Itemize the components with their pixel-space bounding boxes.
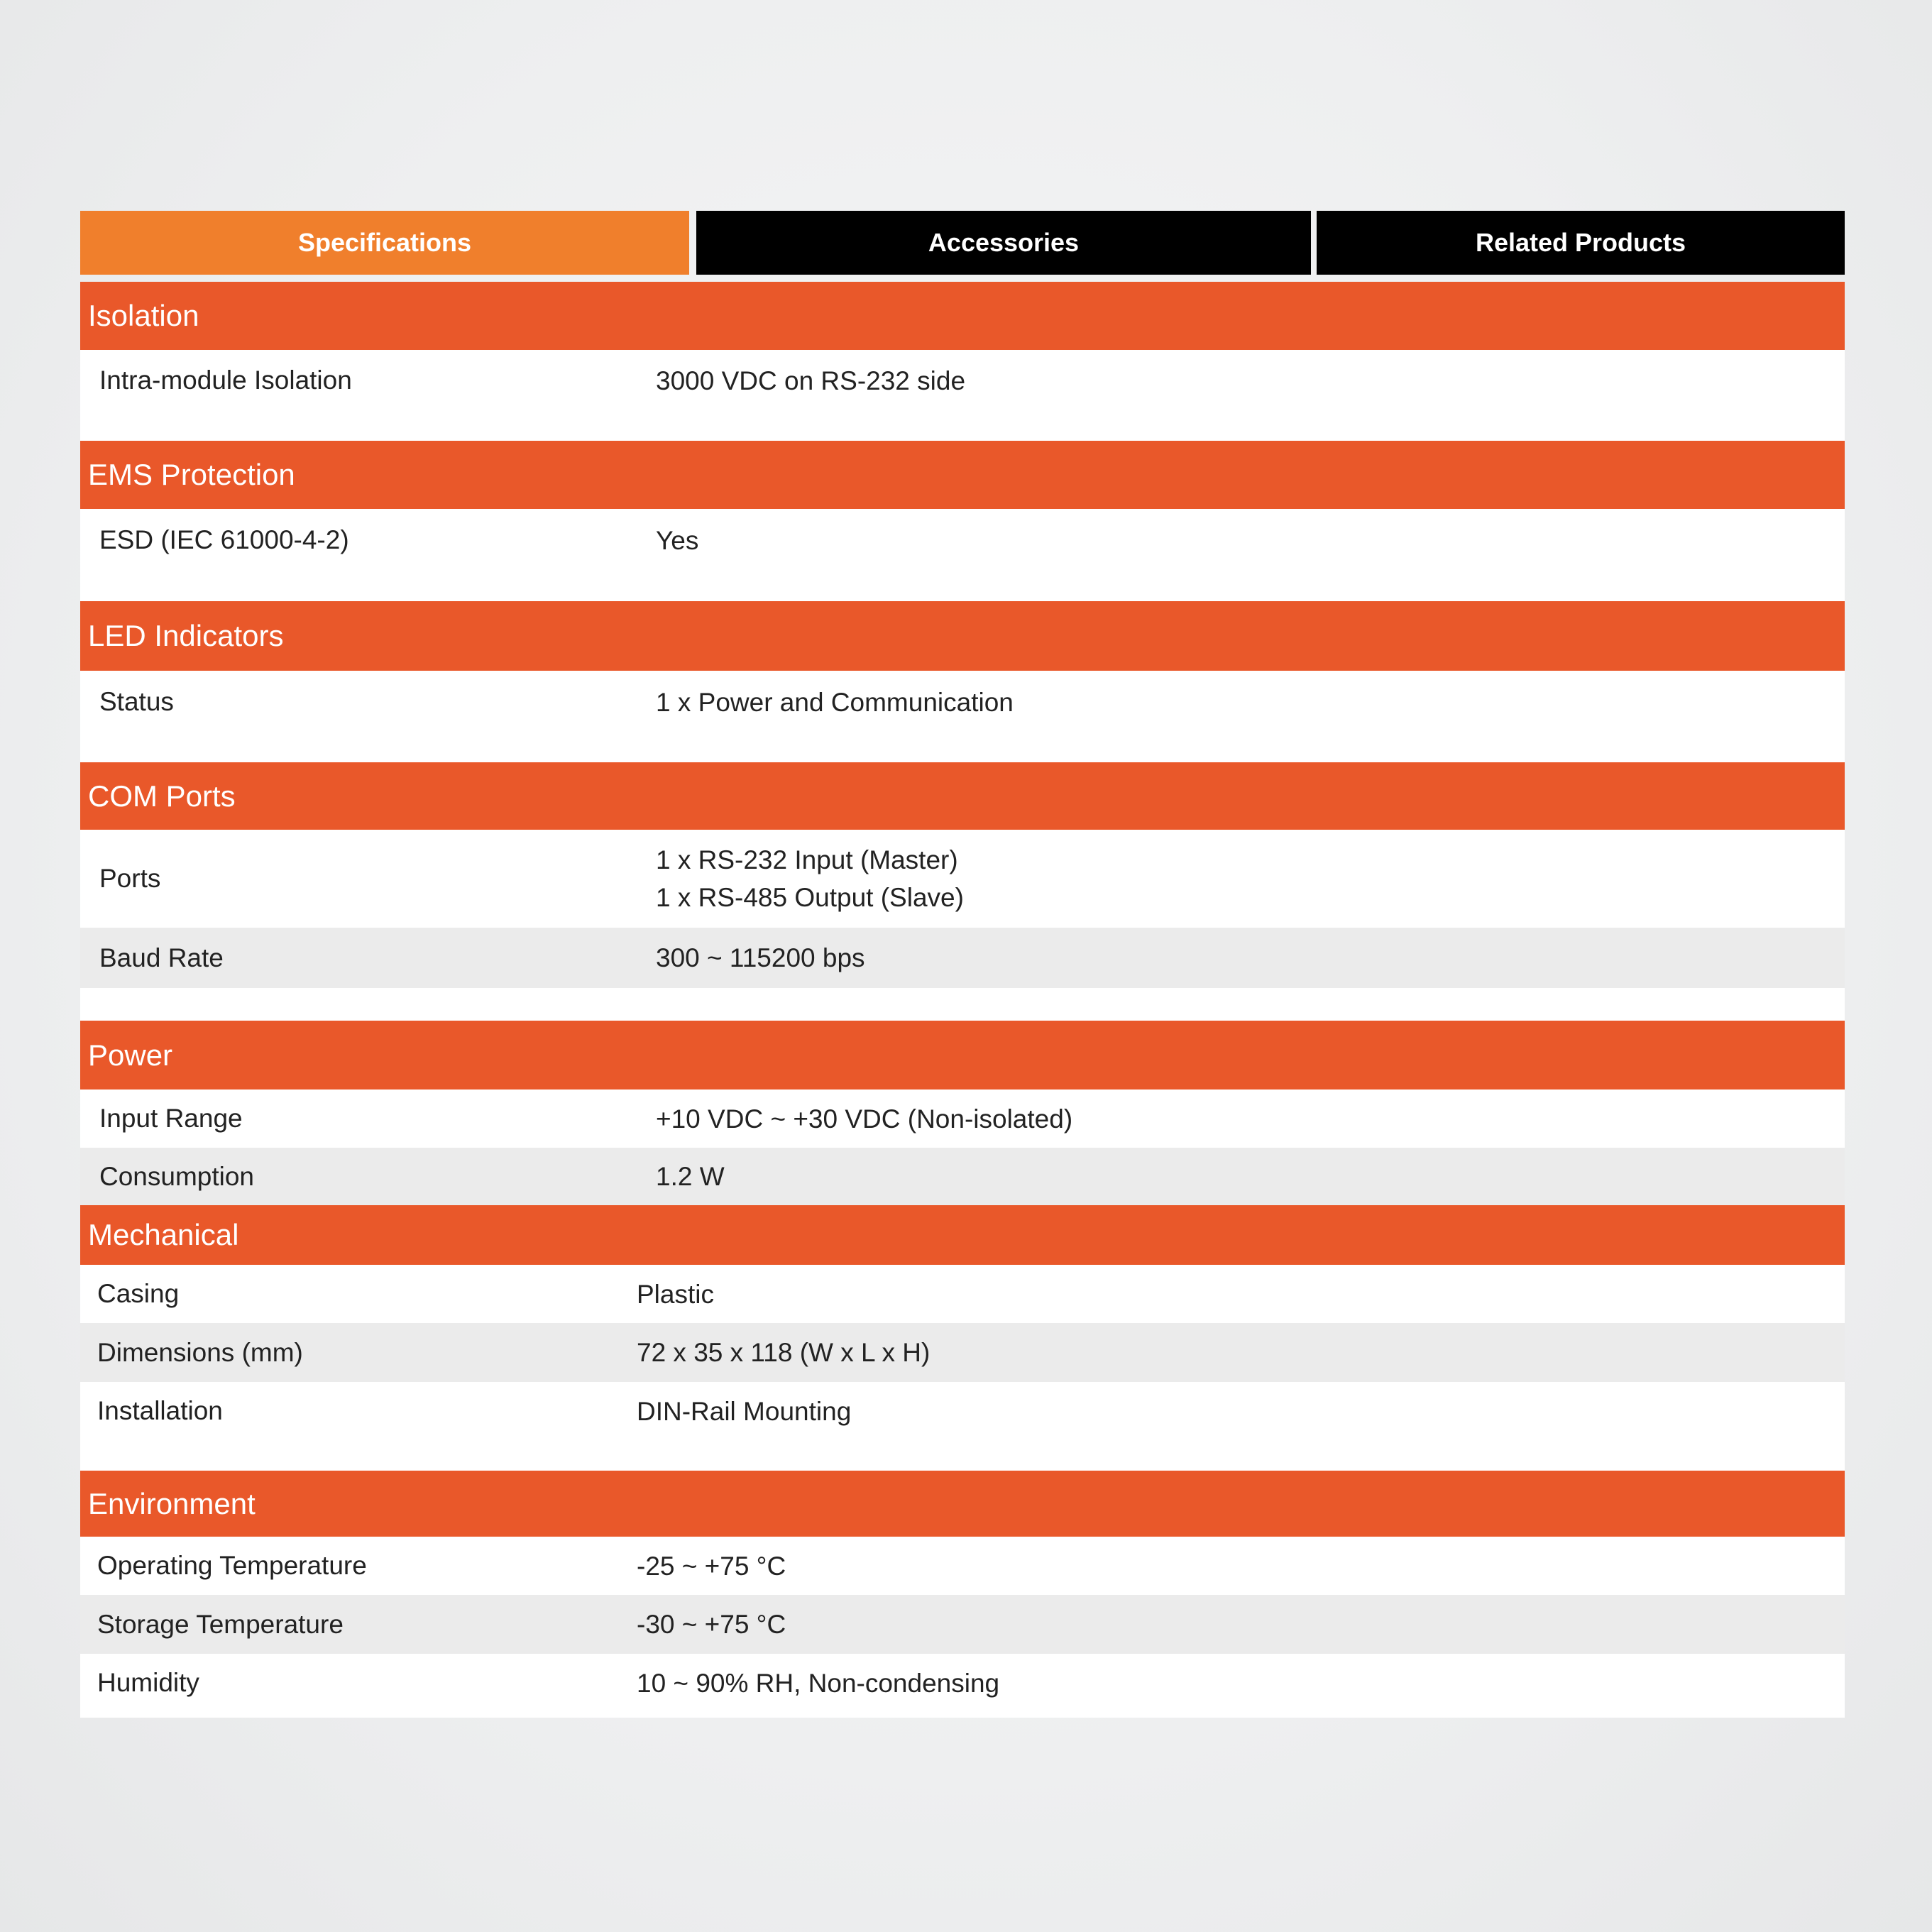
table-row — [80, 1148, 1845, 1205]
table-row — [80, 509, 1845, 601]
row-label: Ports — [99, 864, 161, 893]
row-label: Casing — [97, 1279, 180, 1308]
spec-tabs — [80, 211, 1845, 275]
section-header-led-indicators: LED Indicators — [80, 601, 1845, 671]
row-value-line: 1 x RS-485 Output (Slave) — [656, 883, 964, 912]
section-header-ems-protection: EMS Protection — [80, 441, 1845, 509]
section-header-com-ports: COM Ports — [80, 762, 1845, 830]
tab-related-products[interactable]: Related Products — [1317, 211, 1845, 275]
row-label: Humidity — [97, 1668, 199, 1697]
row-value: -25 ~ +75 °C — [637, 1551, 786, 1581]
tab-accessories[interactable]: Accessories — [696, 211, 1311, 275]
table-row — [80, 1595, 1845, 1654]
row-spacer — [80, 988, 1845, 1021]
table-row — [80, 1265, 1845, 1323]
tab-specifications[interactable]: Specifications — [80, 211, 689, 275]
row-value: -30 ~ +75 °C — [637, 1610, 786, 1639]
table-row — [80, 350, 1845, 441]
row-label: Status — [99, 687, 174, 716]
row-value-line: 1 x RS-232 Input (Master) — [656, 845, 958, 874]
row-value: 1 x Power and Communication — [656, 687, 1014, 717]
row-value: 3000 VDC on RS-232 side — [656, 366, 966, 395]
row-value: DIN-Rail Mounting — [637, 1396, 852, 1426]
row-label: Intra-module Isolation — [99, 366, 352, 395]
row-label: Input Range — [99, 1104, 243, 1133]
table-row — [80, 1654, 1845, 1718]
row-label: Consumption — [99, 1161, 255, 1191]
table-row — [80, 928, 1845, 988]
row-label: ESD (IEC 61000-4-2) — [99, 525, 349, 554]
section-header-isolation: Isolation — [80, 282, 1845, 350]
table-row — [80, 830, 1845, 928]
row-label: Storage Temperature — [97, 1609, 344, 1639]
row-value: 1.2 W — [656, 1162, 725, 1191]
row-label: Baud Rate — [99, 943, 224, 972]
table-row — [80, 1090, 1845, 1148]
row-value: Yes — [656, 525, 699, 555]
row-label: Operating Temperature — [97, 1551, 367, 1580]
section-header-environment: Environment — [80, 1471, 1845, 1537]
section-header-mechanical: Mechanical — [80, 1205, 1845, 1265]
row-label: Dimensions (mm) — [97, 1337, 303, 1367]
table-row — [80, 1382, 1845, 1471]
row-value: 10 ~ 90% RH, Non-condensing — [637, 1668, 1000, 1698]
section-header-power: Power — [80, 1021, 1845, 1090]
row-value — [656, 830, 964, 928]
table-row — [80, 1537, 1845, 1595]
row-value: 72 x 35 x 118 (W x L x H) — [637, 1338, 931, 1367]
row-value: +10 VDC ~ +30 VDC (Non-isolated) — [656, 1104, 1073, 1134]
row-value: Plastic — [637, 1279, 714, 1309]
table-row — [80, 1323, 1845, 1382]
row-value: 300 ~ 115200 bps — [656, 943, 865, 972]
row-label: Installation — [97, 1396, 223, 1425]
table-row — [80, 671, 1845, 762]
